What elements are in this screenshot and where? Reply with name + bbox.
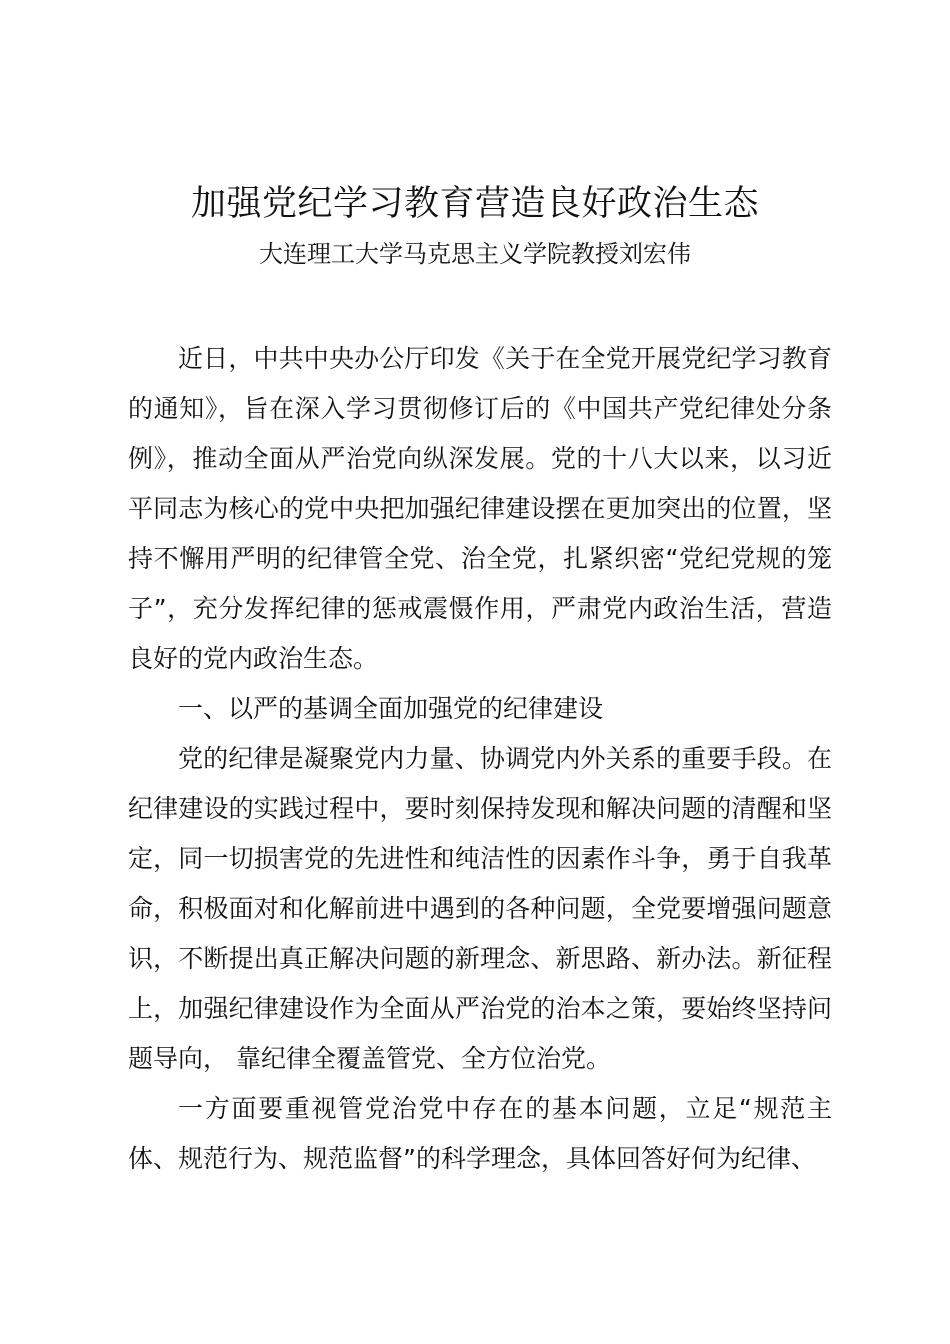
paragraph-intro: 近日，中共中央办公厅印发《关于在全党开展党纪学习教育的通知》，旨在深入学习贯彻修订后的《中国共产党纪律处分条例》，推动全面从严治党向纵深发展。党的十八大以来，以习近平同志为核心的党中央把加强纪律建设摆在更加突出的位置，坚持不懈用严明的纪律管全党、治全党，扎紧织密“党纪党规的笼子”，充分发挥纪律的惩戒震慑作用，严肃党内政治生活，营造良好的党内政治生态。 [128, 344, 832, 673]
document-title: 加强党纪学习教育营造良好政治生态 [190, 184, 759, 224]
paragraph-discipline: 党的纪律是凝聚党内力量、协调党内外关系的重要手段。在纪律建设的实践过程中，要时刻保持发现和解决问题的清醒和坚定，同一切损害党的先进性和纯洁性的因素作斗争，勇于自我革命，积极面对和化解前进中遇到的各种问题，全党要增强问题意识，不断提出真正解决问题的新理念、新思路、新办法。新征程上，加强纪律建设作为全面从严治党的治本之策，要始终坚持问题导向， 靠纪律全覆盖管党、全方位治党。 [128, 744, 832, 1073]
document-body [128, 334, 832, 1184]
author-line: 大连理工大学马克思主义学院教授刘宏伟 [259, 240, 691, 268]
paragraph-on-one-hand: 一方面要重视管党治党中存在的基本问题，立足“规范主体、规范行为、规范监督”的科学理念，具体回答好何为纪律、 [128, 1094, 832, 1173]
section-heading: 一、以严的基调全面加强党的纪律建设 [178, 694, 604, 723]
